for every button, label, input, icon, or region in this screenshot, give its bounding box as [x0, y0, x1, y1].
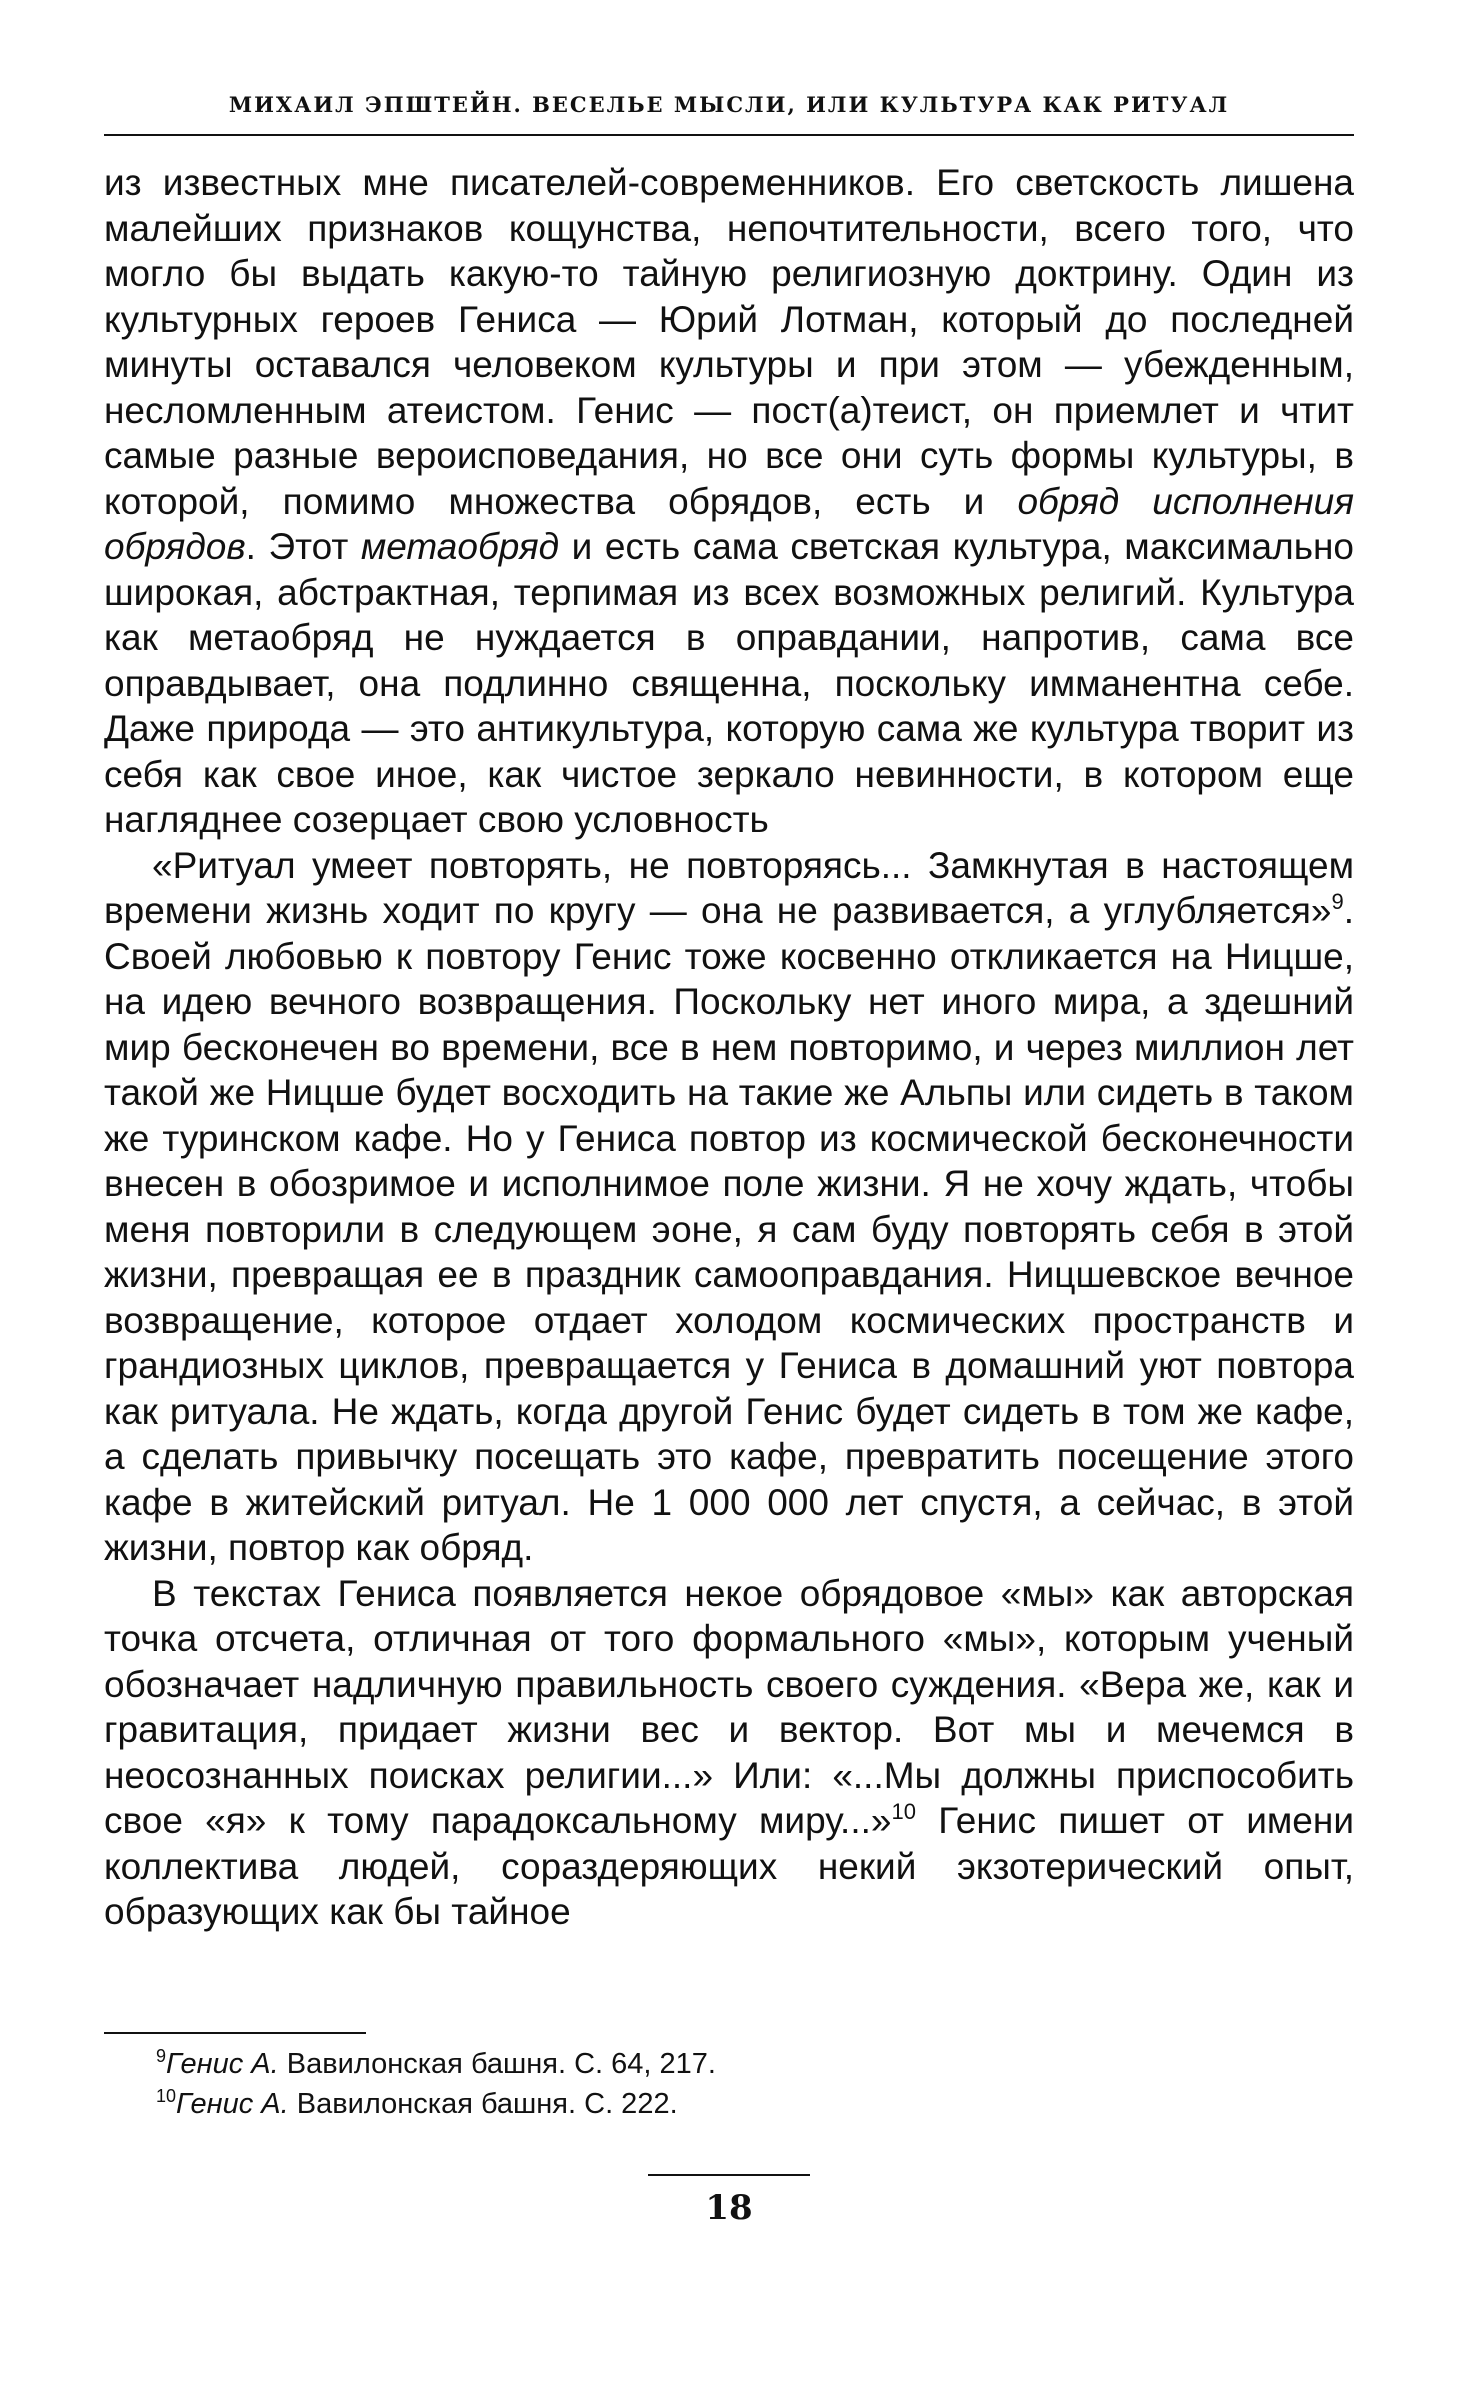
paragraph-2-text-1: «Ритуал умеет повторять, не повторяясь... Замкнутая в настоящем времени жизнь ходит по кругу — она не развивается, а углубляется»	[104, 844, 1354, 931]
header-rule	[104, 134, 1354, 136]
paragraph-3-text-2: Генис пишет от имени коллектива людей, сораздеряющих некий экзотерический опыт, образующих как бы тайное	[104, 1800, 1354, 1932]
page-number: 18	[705, 2188, 753, 2228]
page-number-rule	[648, 2174, 810, 2176]
paragraph-3-text-1: В текстах Гениса появляется некое обрядовое «мы» как авторская точка отсчета, отличная от того формального «мы», которым ученый обозначает надличную правильность своего суждения. «Вера же, как и гравитация, придает жизни вес и вектор. Вот мы и мечемся в неосознанных поисках религии...» Или: «...Мы должны приспособить свое «я» к тому парадоксальному миру...»	[104, 1572, 1354, 1841]
footnote-author: Генис А.	[166, 2048, 279, 2080]
paragraph-1-text-1: из известных мне писателей-современников. Его светскость лишена малейших признаков кощунства, непочтительности, всего того, что могло бы выдать какую-то тайную религиозную доктрину. Один из культурных героев Гениса — Юрий Лотман, который до последней минуты оставался человеком культуры и при этом — убежденным, несломленным атеистом. Генис — пост(а)теист, он приемлет и чтит самые разные вероисповедания, но все они суть формы культуры, в которой, помимо множества обрядов, есть и	[104, 162, 1354, 522]
footnote-10	[104, 2084, 1354, 2124]
paragraph-2-text-2: . Своей любовью к повтору Генис тоже косвенно откликается на Ницше, на идею вечного возвращения. Поскольку нет иного мира, а здешний мир бесконечен во времени, все в нем повторимо, и через миллион лет такой же Ницше будет восходить на такие же Альпы или сидеть в таком же туринском кафе. Но у Гениса повтор из космической бесконечности внесен в обозримое и исполнимое поле жизни. Я не хочу ждать, чтобы меня повторили в следующем эоне, я сам буду повторять себя в этой жизни, превращая ее в праздник самооправдания. Ницшевское вечное возвращение, которое отдает холодом космических пространств и грандиозных циклов, превращается у Гениса в домашний уют повтора как ритуала. Не ждать, когда другой Генис будет сидеть в том же кафе, а сделать привычку посещать это кафе, превратить посещение этого кафе в житейский ритуал. Не 1 000 000 лет спустя, а сейчас, в этой жизни, повтор как обряд.	[104, 890, 1354, 1568]
footnote-rule	[104, 2032, 366, 2034]
paragraph-1-italic-1: обряд исполнения обрядов	[104, 480, 1354, 567]
footnote-source: Вавилонская башня. С. 222.	[288, 2088, 678, 2120]
paragraph-1-italic-2: метаобряд	[360, 526, 560, 567]
footnote-ref-9[interactable]: 9	[1331, 889, 1344, 914]
footnote-source: Вавилонская башня. С. 64, 217.	[278, 2048, 716, 2080]
paragraph-1-text-2: . Этот	[245, 526, 361, 567]
paragraph-3	[104, 1571, 1354, 1935]
footnote-ref-10[interactable]: 10	[891, 1799, 916, 1824]
paragraph-1-text-3: и есть сама светская культура, максимально широкая, абстрактная, терпимая из всех возможных религий. Культура как метаобряд не нуждается в оправдании, напротив, сама все оправдывает, она подлинно священна, поскольку имманентна себе. Даже природа — это антикультура, которую сама же культура творит из себя как свое иное, как чистое зеркало невинности, в котором еще нагляднее созерцает свою условность	[104, 526, 1354, 840]
footnote-9	[104, 2044, 1354, 2084]
paragraph-2	[104, 843, 1354, 1571]
footnote-author: Генис А.	[176, 2088, 289, 2120]
main-text	[104, 160, 1354, 1935]
footnote-number: 10	[156, 2086, 177, 2106]
footnotes	[104, 2044, 1354, 2124]
paragraph-1	[104, 160, 1354, 843]
running-header: МИХАИЛ ЭПШТЕЙН. ВЕСЕЛЬЕ МЫСЛИ, ИЛИ КУЛЬТУРА КАК РИТУАЛ	[228, 92, 1230, 117]
footnote-number: 9	[156, 2046, 167, 2066]
